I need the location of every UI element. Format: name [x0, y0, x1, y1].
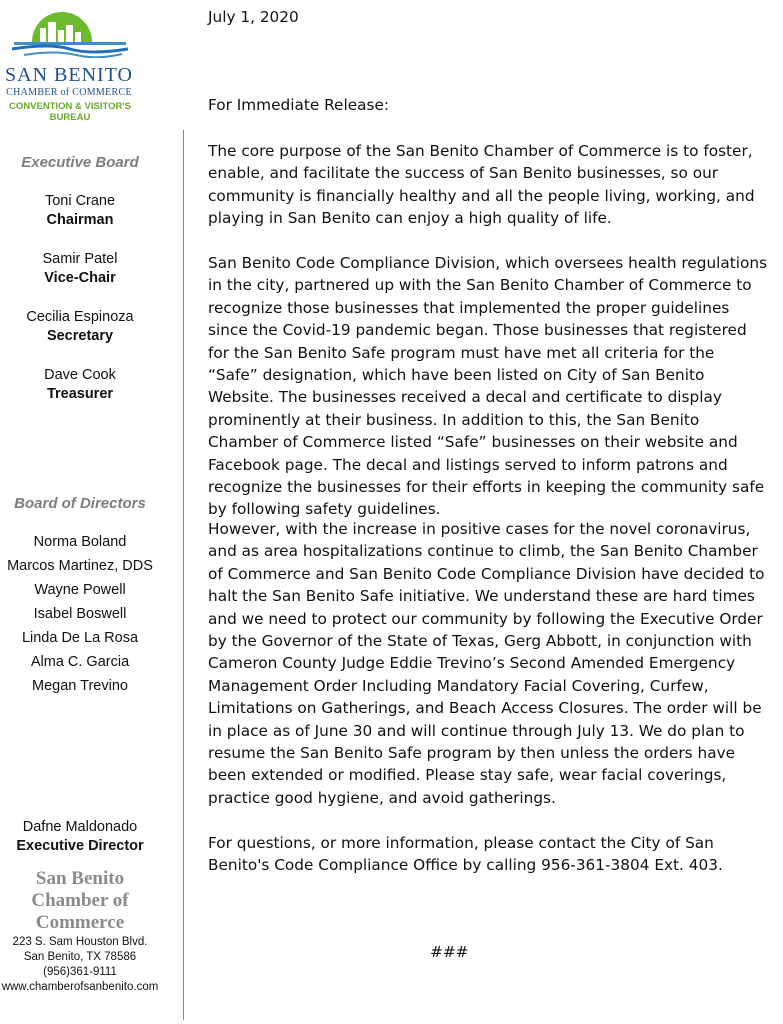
board-of-directors-heading: Board of Directors: [14, 495, 146, 512]
logo-bureau: CONVENTION & VISITOR'S BUREAU: [9, 101, 131, 123]
org-name-line: San Benito: [35, 868, 125, 889]
chamber-logo: [0, 8, 140, 123]
member-title: Secretary: [46, 328, 114, 344]
director-name: Norma Boland: [33, 534, 127, 550]
member-title: Chairman: [46, 212, 114, 228]
director-name: Marcos Martinez, DDS: [7, 558, 153, 574]
member-name: Samir Patel: [42, 251, 118, 267]
letter-date: July 1, 2020: [208, 8, 299, 26]
address-phone: (956)361-9111: [43, 966, 117, 978]
member-title: Treasurer: [46, 386, 114, 402]
address-street: 223 S. Sam Houston Blvd.: [12, 936, 148, 948]
address-website: www.chamberofsanbenito.com: [1, 981, 159, 993]
paragraph: However, with the increase in positive cases for the novel coronavirus, and as area hospitalizations continue to climb, the San Benito Chamber of Commerce and San Benito Code Compliance Division have decided to halt the San Benito Safe initiative. We understand these are hard times and we need to protect our community by following the Executive Order by the Governor of the State of Texas, Gerg Abbott, in conjunction with Cameron County Judge Eddie Trevino’s Second Amended Emergency Management Order Including Mandatory Facial Covering, Curfew, Limitations on Gatherings, and Beach Access Closures. The order will be in place as of June 30 and will continue through July 13. We do plan to resume the San Benito Safe program by then unless the orders have been extended or modified. Please stay safe, wear facial coverings, practice good hygiene, and avoid gatherings.: [208, 520, 765, 807]
board-member: [0, 308, 160, 346]
paragraph: The core purpose of the San Benito Chamber of Commerce is to foster, enable, and facilitate the success of San Benito businesses, so our community is financially healthy and all the people living, working, and playing in San Benito can enjoy a high quality of life.: [208, 142, 755, 228]
logo-name: SAN BENITO: [5, 64, 133, 86]
skyline-logo-icon: [10, 8, 130, 58]
executive-board-heading: Executive Board: [21, 154, 139, 171]
board-member: [0, 250, 160, 288]
member-name: Toni Crane: [44, 193, 116, 209]
member-name: Dave Cook: [44, 367, 116, 383]
org-name-line: Chamber of: [31, 890, 129, 911]
director-name: Alma C. Garcia: [30, 654, 130, 670]
paragraph: For questions, or more information, please contact the City of San Benito's Code Compliance Office by calling 956-361-3804 Ext. 403.: [208, 834, 723, 875]
end-mark: ###: [430, 943, 469, 961]
logo-subtitle: CHAMBER of COMMERCE: [6, 87, 132, 98]
director-name: Linda De La Rosa: [21, 630, 139, 646]
director-name: Isabel Boswell: [33, 606, 127, 622]
sidebar: [0, 0, 168, 1024]
executive-director-title: Executive Director: [16, 838, 144, 854]
director-name: Megan Trevino: [32, 678, 128, 694]
board-member: [0, 366, 160, 404]
member-title: Vice-Chair: [44, 270, 116, 286]
board-member: [0, 192, 160, 230]
paragraph: San Benito Code Compliance Division, which oversees health regulations in the city, partnered up with the San Benito Chamber of Commerce to recognize those businesses that implemented the proper guidelines since the Covid-19 pandemic began. Those businesses that registered for the San Benito Safe program must have met all criteria for the “Safe” designation, which have been listed on City of San Benito Website. The businesses received a decal and certificate to display prominently at their business. In addition to this, the San Benito Chamber of Commerce listed “Safe” businesses on their website and Facebook page. The decal and listings served to inform patrons and recognize the businesses for their efforts in keeping the community safe by following safety guidelines.: [208, 254, 768, 519]
release-label: For Immediate Release:: [208, 96, 390, 114]
executive-director-name: Dafne Maldonado: [22, 819, 138, 835]
column-divider: [183, 130, 184, 1020]
executive-director: [0, 818, 160, 856]
address-city: San Benito, TX 78586: [23, 951, 137, 963]
member-name: Cecilia Espinoza: [26, 309, 134, 325]
director-name: Wayne Powell: [34, 582, 126, 598]
org-name-line: Commerce: [35, 912, 125, 933]
